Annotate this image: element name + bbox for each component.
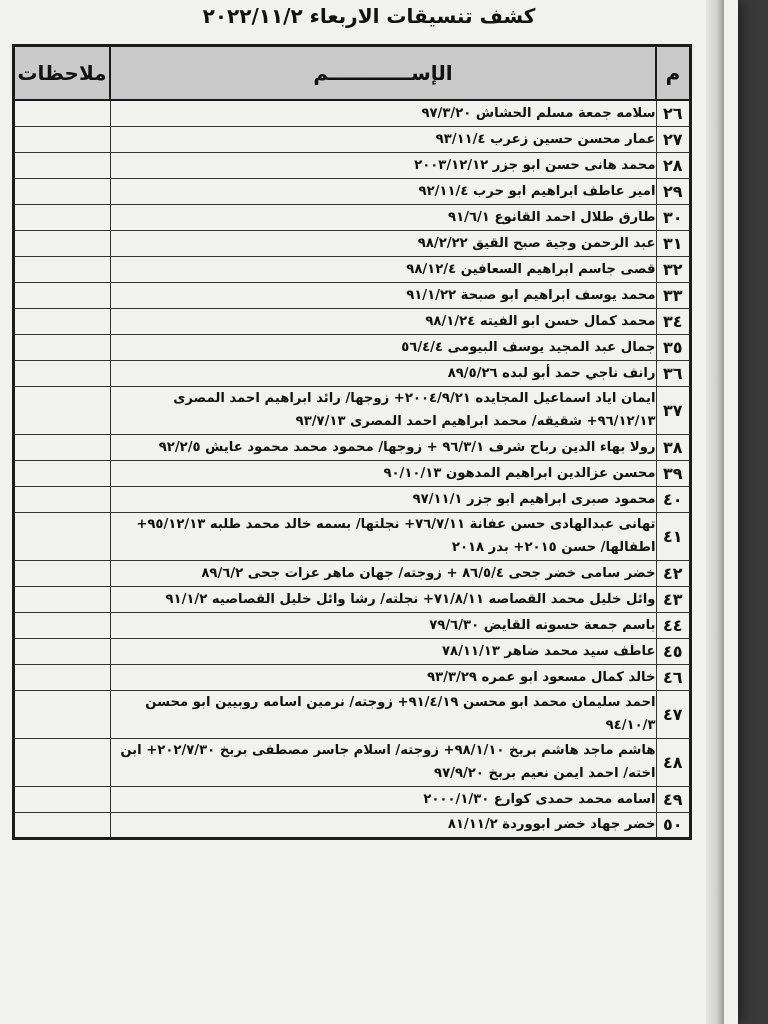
row-name: عبد الرحمن وجية صبح القيق ٩٨/٢/٢٢ [110,230,656,256]
table-row [14,152,691,178]
row-notes [14,690,111,738]
row-name: قصى جاسم ابراهيم السعافين ٩٨/١٢/٤ [110,256,656,282]
table-row [14,612,691,638]
header-notes: ملاحظات [14,46,111,101]
table-row [14,512,691,560]
table-row [14,664,691,690]
row-notes [14,460,111,486]
table-row [14,690,691,738]
row-number: ٤٧ [656,690,691,738]
row-name: سلامه جمعة مسلم الحشاش ٩٧/٣/٢٠ [110,100,656,126]
table-row [14,638,691,664]
row-notes [14,100,111,126]
row-name: امير عاطف ابراهيم ابو حرب ٩٢/١١/٤ [110,178,656,204]
row-number: ٣٤ [656,308,691,334]
table-row [14,178,691,204]
row-number: ٢٩ [656,178,691,204]
row-number: ٤٩ [656,786,691,812]
row-name: طارق طلال احمد القانوع ٩١/٦/١ [110,204,656,230]
row-name: خالد كمال مسعود ابو عمره ٩٣/٣/٢٩ [110,664,656,690]
row-name: رولا بهاء الدين رباح شرف ٩٦/٣/١ + زوجها/ محمود محمد محمود عايش ٩٢/٢/٥ [110,434,656,460]
row-notes [14,812,111,838]
table-row [14,308,691,334]
row-number: ٤٢ [656,560,691,586]
table-row [14,586,691,612]
row-notes [14,560,111,586]
row-number: ٣٩ [656,460,691,486]
row-number: ٣١ [656,230,691,256]
table-row [14,434,691,460]
row-number: ٤٠ [656,486,691,512]
row-name: اسامه محمد حمدى كوارع ٢٠٠٠/١/٣٠ [110,786,656,812]
row-number: ٤٨ [656,738,691,786]
row-number: ٣٥ [656,334,691,360]
names-table [12,44,692,840]
row-number: ٢٧ [656,126,691,152]
table-row [14,256,691,282]
row-number: ٢٨ [656,152,691,178]
row-notes [14,230,111,256]
row-name: هاشم ماجد هاشم بربخ ٩٨/١/١٠+ زوجته/ اسلام جاسر مصطفى بربخ ٢٠٢/٧/٣٠+ ابن اخته/ احمد ايمن نعيم بربخ ٩٧/٩/٢٠ [110,738,656,786]
row-name: باسم جمعة حسونه القايض ٧٩/٦/٣٠ [110,612,656,638]
row-notes [14,126,111,152]
table-row [14,126,691,152]
row-notes [14,612,111,638]
row-name: عمار محسن حسين زعرب ٩٣/١١/٤ [110,126,656,152]
row-notes [14,434,111,460]
row-number: ٣٧ [656,386,691,434]
table-row [14,738,691,786]
table-row [14,460,691,486]
row-notes [14,638,111,664]
table-row [14,560,691,586]
table-row [14,334,691,360]
table-row [14,204,691,230]
row-notes [14,586,111,612]
table-row [14,360,691,386]
row-number: ٣٢ [656,256,691,282]
row-name: ايمان اياد اسماعيل المجايده ٢٠٠٤/٩/٢١+ زوجها/ رائد ابراهيم احمد المصرى ٩٦/١٢/١٣+ شقيقه/ محمد ابراهيم احمد المصرى ٩٣/٧/١٣ [110,386,656,434]
row-number: ٥٠ [656,812,691,838]
row-notes [14,178,111,204]
row-number: ٤٥ [656,638,691,664]
row-name: محمد يوسف ابراهيم ابو صبحة ٩١/١/٢٢ [110,282,656,308]
table-row [14,786,691,812]
table-header-row [14,46,691,101]
row-name: محسن عزالدين ابراهيم المدهون ٩٠/١٠/١٣ [110,460,656,486]
page-edge [706,0,724,1024]
row-number: ٤٤ [656,612,691,638]
row-name: عاطف سيد محمد ضاهر ٧٨/١١/١٣ [110,638,656,664]
row-name: محمد كمال حسن ابو الفيته ٩٨/١/٢٤ [110,308,656,334]
row-notes [14,512,111,560]
table-row [14,812,691,838]
header-name-label: الإســــــــــــم [313,61,453,85]
row-notes [14,152,111,178]
row-number: ٤٦ [656,664,691,690]
row-name: خضر جهاد خضر ابووردة ٨١/١١/٢ [110,812,656,838]
row-notes [14,256,111,282]
row-number: ٣٨ [656,434,691,460]
row-name: تهانى عبدالهادى حسن عفانة ٧٦/٧/١١+ نجلتها/ بسمه خالد محمد طلبه ٩٥/١٢/١٣+ اطفالها/ حسن ٢٠١٥+ بدر ٢٠١٨ [110,512,656,560]
table-row [14,386,691,434]
row-number: ٤٣ [656,586,691,612]
row-notes [14,360,111,386]
row-notes [14,204,111,230]
row-number: ٤١ [656,512,691,560]
row-name: خضر سامى خضر جحى ٨٦/٥/٤ + زوجته/ جهان ماهر عزات جحى ٨٩/٦/٢ [110,560,656,586]
row-number: ٣٠ [656,204,691,230]
row-name: وائل خليل محمد القصاصه ٧١/٨/١١+ نجلته/ رشا وائل خليل القصاصيه ٩١/١/٢ [110,586,656,612]
row-number: ٣٣ [656,282,691,308]
header-name [110,46,656,101]
row-notes [14,308,111,334]
row-notes [14,486,111,512]
table-row [14,230,691,256]
row-notes [14,386,111,434]
row-notes [14,786,111,812]
row-notes [14,738,111,786]
row-name: محمد هانى حسن ابو جزر ٢٠٠٣/١٢/١٢ [110,152,656,178]
row-name: جمال عبد المجيد يوسف البيومى ٥٦/٤/٤ [110,334,656,360]
table-row [14,486,691,512]
page-title: كشف تنسيقات الاربعاء ٢٠٢٢/١١/٢ [202,4,536,28]
row-notes [14,282,111,308]
row-number: ٢٦ [656,100,691,126]
row-name: رانف ناجي حمد أبو لبده ٨٩/٥/٢٦ [110,360,656,386]
row-name: محمود صبرى ابراهيم ابو جزر ٩٧/١١/١ [110,486,656,512]
row-number: ٣٦ [656,360,691,386]
table-row [14,100,691,126]
row-notes [14,664,111,690]
row-notes [14,334,111,360]
row-name: احمد سليمان محمد ابو محسن ٩١/٤/١٩+ زوجته/ نرمين اسامه روبيين ابو محسن ٩٤/١٠/٣ [110,690,656,738]
table-row [14,282,691,308]
header-number: م [656,46,691,101]
